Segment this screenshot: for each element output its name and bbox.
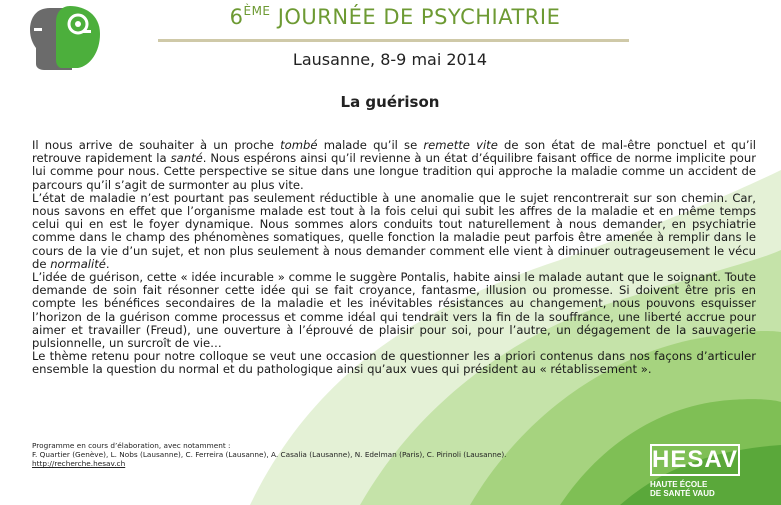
- hesav-name: HESAV: [650, 444, 740, 476]
- title-text: JOURNÉE DE PSYCHIATRIE: [270, 5, 561, 29]
- title-number: 6: [229, 5, 244, 29]
- programme-intro: Programme en cours d’élaboration, avec notamment :: [32, 441, 231, 450]
- paragraph-1: Il nous arrive de souhaiter à un proche tombé malade qu’il se remette vite de son état de mal-être ponctuel et qu’il retrouve rapidement la santé. Nous espérons ainsi qu’il revienne à un état d’équilibre faisant office de norme implicite pour lui comme pour nous. Cette perspective se situe dans une longue tradition qui approche la maladie comme un accident de parcours qu’il s’agit de surmonter au plus vite.: [32, 138, 756, 192]
- title-divider: [158, 39, 629, 42]
- paragraph-3: L’idée de guérison, cette « idée incurable » comme le suggère Pontalis, habite ainsi le malade autant que le soignant. Toute demande de soin fait résonner cette idée qui se fait croyance, fantasme, illusion ou promesse. Si doivent être pris en compte les bénéfices secondaires de la maladie et les inévitables résistances au changement, nous pouvons esquisser l’horizon de la guérison comme processus et comme idéal qui tendrait vers la fin de la souffrance, une liberté accrue pour aimer et travailler (Freud), une ouverture à l’éprouvé de plaisir pour soi, pour l’autre, un dégagement de la sauvagerie pulsionnelle, un surcroît de vie…: [32, 270, 756, 351]
- section-heading: La guérison: [340, 93, 440, 111]
- event-date-place: Lausanne, 8-9 mai 2014: [292, 50, 488, 69]
- title-superscript: ÈME: [243, 4, 271, 18]
- programme-link[interactable]: http://recherche.hesav.ch: [32, 459, 126, 469]
- page-title: [160, 4, 630, 29]
- hesav-subtitle: HAUTE ÉCOLE DE SANTÉ VAUD: [650, 480, 715, 498]
- programme-note: [32, 441, 652, 469]
- paragraph-2: L’état de maladie n’est pourtant pas seulement réductible à une anomalie que le sujet rencontrerait sur son chemin. Car, nous savons en effet que l’organisme malade est tout à la fois celui qui subit les affres de la maladie et en même temps celui qui en est le foyer dynamique. Nous sommes alors conduits tout naturellement à nous demander, en psychiatrie comme dans le champ des phénomènes somatiques, quelle fonction la maladie peut parfois être amenée à remplir dans le cours de la vie d’un sujet, et non plus seulement à nous demander comment elle vient à diminuer outrageusement le vécu de normalité.: [32, 190, 756, 271]
- hesav-logo: [650, 444, 770, 502]
- body-text: [32, 139, 756, 377]
- psychiatrie-logo: [28, 4, 104, 70]
- paragraph-4: Le thème retenu pour notre colloque se veut une occasion de questionner les a priori contenus dans nos façons d’articuler ensemble la question du normal et du pathologique ainsi qu’aux vues qui président au « rétablissement ».: [32, 349, 756, 377]
- programme-speakers: F. Quartier (Genève), L. Nobs (Lausanne), C. Ferreira (Lausanne), A. Casalia (Lausanne), N. Edelman (Paris), C. Pirinoli (Lausanne).: [32, 450, 507, 460]
